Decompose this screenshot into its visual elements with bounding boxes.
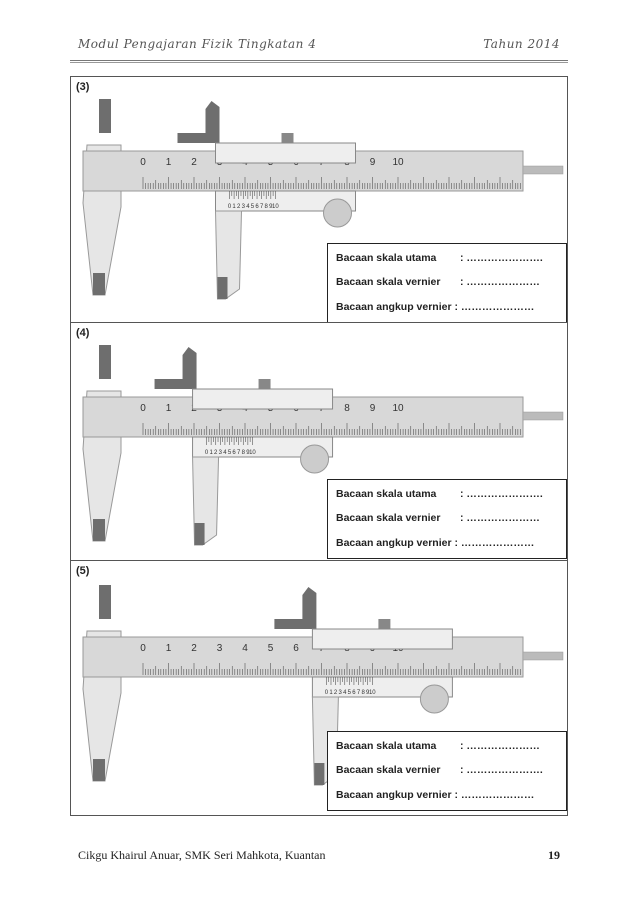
sliding-jaw-upper [155, 347, 197, 389]
header-rule [70, 60, 568, 61]
main-scale-row [336, 488, 543, 500]
reading-box [327, 243, 567, 323]
vernier-number: 0 [227, 204, 232, 210]
caliper-reading-row [336, 301, 534, 313]
main-scale-number: 8 [344, 403, 350, 414]
main-scale-number: 10 [392, 157, 404, 168]
main-scale-number: 0 [140, 157, 146, 168]
main-scale-number: 4 [242, 643, 248, 654]
main-scale-number: 0 [140, 403, 146, 414]
fixed-jaw-tip-upper [99, 585, 111, 619]
vernier-number: 7 [237, 450, 241, 456]
vernier-number: 4 [223, 450, 227, 456]
sliding-jaw-upper [274, 587, 316, 629]
caliper-reading-label: Bacaan angkup vernier [336, 537, 452, 549]
vernier-number: 7 [259, 204, 264, 210]
vernier-number: 2 [237, 204, 241, 210]
thumb-screw [282, 133, 294, 143]
vernier-number: 2 [333, 690, 338, 696]
sliding-jaw-tip [218, 277, 228, 299]
thumb-wheel [301, 445, 329, 473]
vernier-number: 9 [269, 204, 273, 210]
fixed-jaw-tip-upper [99, 345, 111, 379]
vernier-scale-blank: : ………………… [460, 276, 540, 288]
caliper-reading-row [336, 789, 534, 801]
vernier-scale-label: Bacaan skala vernier [336, 512, 441, 524]
sliding-jaw-tip [314, 763, 324, 785]
question-panel-5 [70, 560, 568, 816]
main-scale-number: 9 [369, 157, 376, 168]
main-scale-blank: : ………………… [460, 740, 540, 752]
page-number: 19 [548, 848, 560, 862]
vernier-number: 8 [361, 690, 365, 696]
vernier-scale-row [336, 276, 540, 288]
vernier-number: 10 [272, 204, 279, 210]
vernier-scale-blank: : ………………… [460, 512, 540, 524]
main-scale-label: Bacaan skala utama [336, 252, 437, 264]
main-scale-row [336, 252, 543, 264]
depth-rod [523, 166, 563, 174]
vernier-scale-label: Bacaan skala vernier [336, 764, 441, 776]
thumb-screw [378, 619, 390, 629]
vernier-number: 9 [246, 450, 250, 456]
main-scale-number: 1 [165, 643, 172, 654]
vernier-number: 10 [249, 450, 256, 456]
main-scale-number: 2 [191, 643, 197, 654]
main-scale-number: 6 [293, 643, 299, 654]
caliper-reading-blank: : ………………… [454, 789, 535, 801]
footer-author: Cikgu Khairul Anuar, SMK Seri Mahkota, Kuantan [78, 848, 326, 862]
vernier-number: 9 [366, 690, 370, 696]
vernier-number: 1 [329, 690, 333, 696]
vernier-number: 0 [324, 690, 329, 696]
vernier-number: 1 [232, 204, 236, 210]
caliper-reading-row [336, 537, 534, 549]
fixed-jaw-tip-upper [99, 99, 111, 133]
main-scale-blank: : …………………. [460, 488, 543, 500]
vernier-number: 5 [227, 450, 232, 456]
vernier-number: 6 [255, 204, 259, 210]
vernier-number: 1 [209, 450, 213, 456]
caliper-reading-blank: : ………………… [454, 301, 535, 313]
thumb-screw [259, 379, 271, 389]
vernier-number: 8 [241, 450, 245, 456]
caliper-reading-label: Bacaan angkup vernier [336, 301, 452, 313]
vernier-number: 2 [214, 450, 218, 456]
header-rule-secondary [70, 62, 568, 63]
main-scale-number: 9 [369, 403, 376, 414]
fixed-jaw-tip-lower [93, 519, 105, 541]
vernier-number: 4 [343, 690, 347, 696]
main-scale-bar [83, 637, 523, 677]
vernier-number: 4 [246, 204, 250, 210]
depth-rod [523, 652, 563, 660]
main-scale-row [336, 740, 540, 752]
main-scale-number: 3 [216, 643, 223, 654]
main-scale-label: Bacaan skala utama [336, 488, 437, 500]
vernier-number: 7 [356, 690, 361, 696]
vernier-number: 6 [352, 690, 356, 696]
sliding-jaw-tip [195, 523, 205, 545]
header-year: Tahun 2014 [483, 37, 560, 51]
vernier-number: 8 [264, 204, 268, 210]
depth-rod [523, 412, 563, 420]
vernier-scale-row [336, 764, 543, 776]
panel-label: (5) [76, 565, 90, 577]
vernier-number: 3 [218, 450, 222, 456]
main-scale-number: 1 [165, 403, 172, 414]
thumb-wheel [324, 199, 352, 227]
vernier-number: 5 [250, 204, 255, 210]
vernier-scale-label: Bacaan skala vernier [336, 276, 441, 288]
fixed-jaw-tip-lower [93, 759, 105, 781]
main-scale-number: 0 [140, 643, 146, 654]
fixed-jaw-tip-lower [93, 273, 105, 295]
main-scale-number: 1 [165, 157, 172, 168]
main-scale-number: 5 [267, 643, 274, 654]
caliper-reading-blank: : ………………… [454, 537, 535, 549]
header-title: Modul Pengajaran Fizik Tingkatan 4 [78, 37, 317, 51]
sliding-jaw-upper [178, 101, 220, 143]
caliper-reading-label: Bacaan angkup vernier [336, 789, 452, 801]
vernier-number: 0 [204, 450, 209, 456]
question-panel-3 [70, 76, 568, 324]
thumb-wheel [420, 685, 448, 713]
vernier-number: 3 [241, 204, 245, 210]
vernier-number: 5 [347, 690, 352, 696]
panel-label: (3) [76, 81, 90, 93]
vernier-scale-row [336, 512, 540, 524]
vernier-number: 6 [232, 450, 236, 456]
main-scale-number: 2 [191, 157, 197, 168]
vernier-number: 3 [338, 690, 342, 696]
main-scale-number: 10 [392, 403, 404, 414]
panel-label: (4) [76, 327, 90, 339]
vernier-number: 10 [368, 690, 376, 696]
slider-top [312, 629, 452, 649]
vernier-scale-blank: : …………………. [460, 764, 543, 776]
slider-top [216, 143, 356, 163]
slider-top [193, 389, 333, 409]
reading-box [327, 731, 567, 811]
main-scale-blank: : …………………. [460, 252, 543, 264]
question-panel-4 [70, 322, 568, 562]
main-scale-label: Bacaan skala utama [336, 740, 437, 752]
reading-box [327, 479, 567, 559]
